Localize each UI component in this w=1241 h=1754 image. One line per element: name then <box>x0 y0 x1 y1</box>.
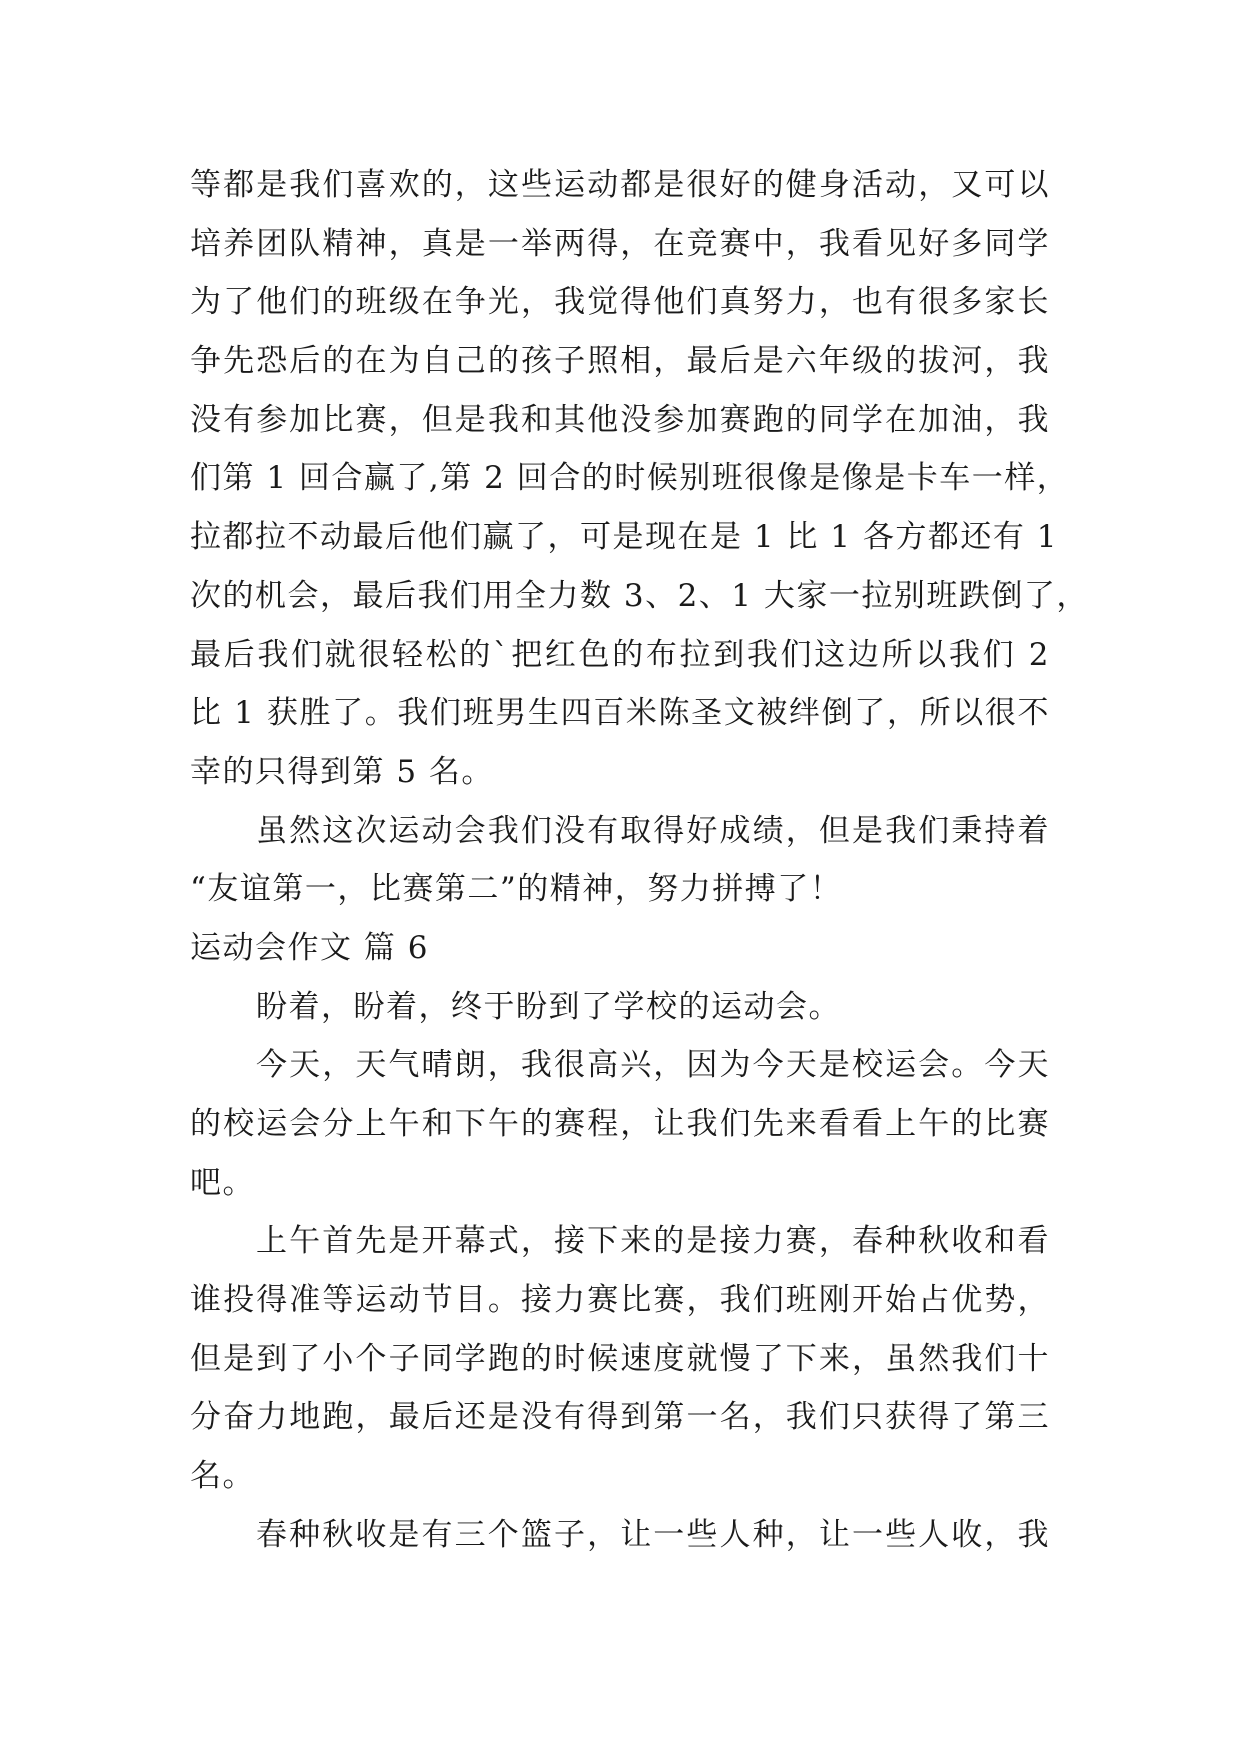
text-line: 拉都拉不动最后他们赢了，可是现在是 1 比 1 各方都还有 1 <box>190 519 1058 556</box>
text-line: 虽然这次运动会我们没有取得好成绩，但是我们秉持着 <box>256 812 1050 849</box>
text-line: 上午首先是开幕式，接下来的是接力赛，春种秋收和看 <box>256 1223 1050 1260</box>
text-line: 的校运会分上午和下午的赛程，让我们先来看看上午的比赛 <box>190 1106 1050 1142</box>
text-line: 谁投得准等运动节目。接力赛比赛，我们班刚开始占优势， <box>190 1282 1050 1319</box>
text-line: 但是到了小个子同学跑的时候速度就慢了下来，虽然我们十 <box>190 1340 1050 1377</box>
text-line: 最后我们就很轻松的`把红色的布拉到我们这边所以我们 2 <box>190 636 1050 673</box>
text-line: 吧。 <box>190 1164 255 1201</box>
text-line: 没有参加比赛，但是我和其他没参加赛跑的同学在加油，我 <box>190 401 1050 438</box>
section-heading: 运动会作文 篇 6 <box>190 929 429 966</box>
text-line: 们第 1 回合赢了,第 2 回合的时候别班很像是像是卡车一样， <box>190 460 1070 497</box>
text-line: 盼着，盼着，终于盼到了学校的运动会。 <box>256 988 841 1025</box>
text-line: 分奋力地跑，最后还是没有得到第一名，我们只获得了第三 <box>190 1399 1050 1436</box>
text-line: “友谊第一，比赛第二”的精神，努力拼搏了！ <box>190 871 843 908</box>
text-line: 今天，天气晴朗，我很高兴，因为今天是校运会。今天 <box>256 1047 1050 1084</box>
text-line: 为了他们的班级在争光，我觉得他们真努力，也有很多家长 <box>190 284 1050 321</box>
document-page <box>190 156 1089 1565</box>
text-line: 春种秋收是有三个篮子，让一些人种，让一些人收，我 <box>256 1516 1050 1553</box>
text-line: 次的机会，最后我们用全力数 3、2、1 大家一拉别班跌倒了， <box>190 577 1089 614</box>
text-line: 争先恐后的在为自己的孩子照相，最后是六年级的拔河，我 <box>190 343 1050 380</box>
text-line: 培养团队精神，真是一举两得，在竞赛中，我看见好多同学 <box>190 225 1050 262</box>
text-line: 名。 <box>190 1458 255 1495</box>
text-line: 幸的只得到第 5 名。 <box>190 753 494 790</box>
text-line: 等都是我们喜欢的，这些运动都是很好的健身活动，又可以 <box>190 167 1050 203</box>
text-line: 比 1 获胜了。我们班男生四百米陈圣文被绊倒了，所以很不 <box>190 695 1050 732</box>
